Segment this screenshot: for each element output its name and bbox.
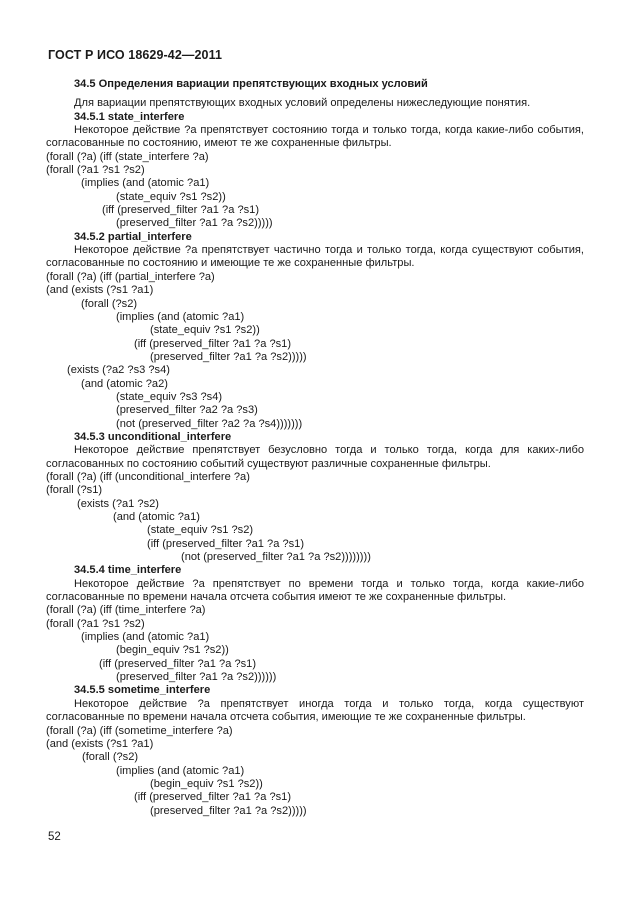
subsection-heading: 34.5.4 time_interfere <box>74 564 182 577</box>
code-line: (and (atomic ?a2) <box>81 377 168 390</box>
code-line: (implies (and (atomic ?a1) <box>116 764 245 777</box>
subsection-text: Некоторое действие ?a препятствует частично тогда и только тогда, когда существуют события, согласованные по состоянию и имеющие те же сохраненные фильтры. <box>46 244 584 270</box>
subsection-heading: 34.5.5 sometime_interfere <box>74 684 211 697</box>
page-number: 52 <box>48 831 61 843</box>
subsection-heading: 34.5.2 partial_interfere <box>74 230 192 243</box>
subsection-heading: 34.5.3 unconditional_interfere <box>74 430 232 443</box>
code-line: (preserved_filter ?a1 ?a ?s2))))) <box>150 350 307 363</box>
code-line: (and (exists (?s1 ?a1) <box>46 737 154 750</box>
code-line: (forall (?a) (iff (partial_interfere ?a) <box>46 270 215 283</box>
code-line: (state_equiv ?s3 ?s4) <box>116 390 223 403</box>
code-line: (iff (preserved_filter ?a1 ?a ?s1) <box>99 657 257 670</box>
code-line: (forall (?a) (iff (unconditional_interfere ?a) <box>46 470 250 483</box>
code-line: (preserved_filter ?a1 ?a ?s2))))) <box>150 804 307 817</box>
code-line: (begin_equiv ?s1 ?s2)) <box>150 777 263 790</box>
code-line: (state_equiv ?s1 ?s2) <box>147 524 254 537</box>
code-line: (exists (?a1 ?s2) <box>77 497 160 510</box>
code-line: (preserved_filter ?a1 ?a ?s2))))) <box>116 217 273 230</box>
code-line: (forall (?s1) <box>46 484 103 497</box>
code-line: (forall (?a1 ?s1 ?s2) <box>46 617 145 630</box>
code-line: (forall (?a1 ?s1 ?s2) <box>46 164 145 177</box>
code-line: (begin_equiv ?s1 ?s2)) <box>116 644 229 657</box>
code-line: (implies (and (atomic ?a1) <box>81 177 210 190</box>
code-line: (and (exists (?s1 ?a1) <box>46 284 154 297</box>
code-line: (exists (?a2 ?s3 ?s4) <box>67 364 170 377</box>
subsection-text: Некоторое действие ?a препятствует иногда тогда и только тогда, когда существуют согласованные по времени начала отсчета события, имеющие те же сохраненные фильтры. <box>46 697 584 724</box>
code-line: (iff (preserved_filter ?a1 ?a ?s1) <box>147 537 305 550</box>
code-line: (implies (and (atomic ?a1) <box>116 310 245 323</box>
code-line: (forall (?s2) <box>82 751 139 764</box>
code-line: (preserved_filter ?a1 ?a ?s2)))))) <box>116 671 277 684</box>
subsection-text: Некоторое действие препятствует безусловно тогда и только тогда, когда для каких-либо согласованных по состоянию событий существуют различные сохраненные фильтры. <box>46 444 584 470</box>
code-line: (iff (preserved_filter ?a1 ?a ?s1) <box>102 204 260 217</box>
code-line: (not (preserved_filter ?a2 ?a ?s4))))))) <box>116 417 303 430</box>
page-content <box>46 78 584 818</box>
document-header: ГОСТ Р ИСО 18629-42—2011 <box>48 48 223 62</box>
code-line: (forall (?a) (iff (state_interfere ?a) <box>46 150 209 163</box>
code-line: (not (preserved_filter ?a1 ?a ?s2)))))))) <box>181 551 371 564</box>
section-intro: Для вариации препятствующих входных условий определены нижеследующие понятия. <box>74 97 531 110</box>
code-line: (implies (and (atomic ?a1) <box>81 631 210 644</box>
code-line: (forall (?a) (iff (time_interfere ?a) <box>46 604 206 617</box>
subsection-heading: 34.5.1 state_interfere <box>74 110 185 123</box>
code-line: (forall (?a) (iff (sometime_interfere ?a) <box>46 724 233 737</box>
code-line: (iff (preserved_filter ?a1 ?a ?s1) <box>134 791 292 804</box>
code-line: (forall (?s2) <box>81 297 138 310</box>
code-line: (iff (preserved_filter ?a1 ?a ?s1) <box>134 337 292 350</box>
subsection-text: Некоторое действие ?a препятствует состоянию тогда и только тогда, когда какие-либо события, согласованные по состоянию, имеют те же сохраненные фильтры. <box>46 124 584 150</box>
code-line: (and (atomic ?a1) <box>113 511 200 523</box>
code-line: (state_equiv ?s1 ?s2)) <box>116 190 226 203</box>
code-line: (state_equiv ?s1 ?s2)) <box>150 324 260 337</box>
code-line: (preserved_filter ?a2 ?a ?s3) <box>116 404 258 417</box>
section-title: 34.5 Определения вариации препятствующих входных условий <box>74 78 428 90</box>
subsection-text: Некоторое действие ?a препятствует по времени тогда и только тогда, когда какие-либо согласованные по времени начала отсчета события имеют те же сохраненные фильтры. <box>46 577 584 604</box>
